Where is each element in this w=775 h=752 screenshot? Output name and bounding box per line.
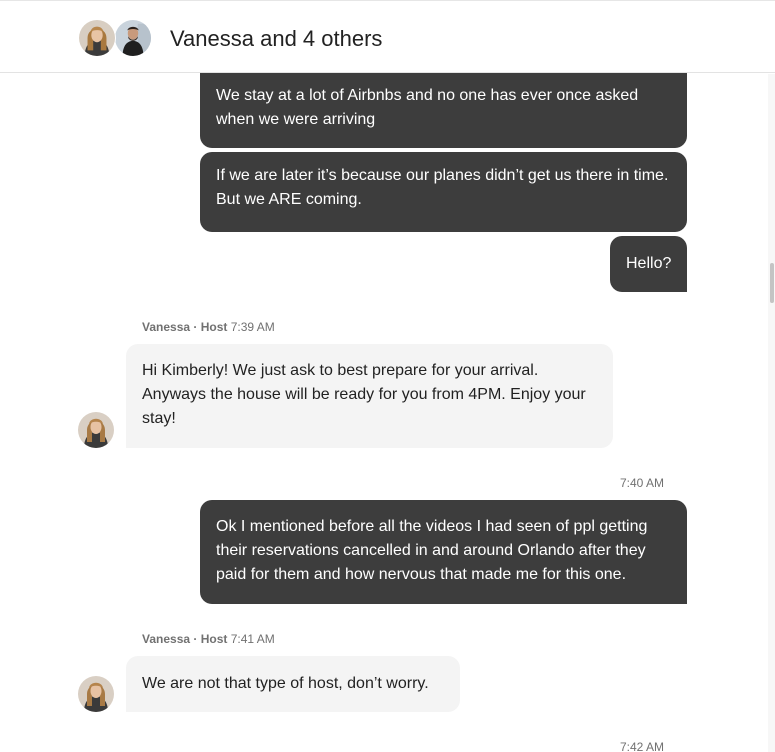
message-time: 7:39 AM	[230, 320, 275, 334]
message-text: We stay at a lot of Airbnbs and no one has ever once asked when we were arriving	[216, 87, 639, 128]
host-avatar-image	[79, 20, 115, 56]
sender-name: Vanessa	[142, 320, 191, 334]
outgoing-message	[200, 152, 687, 232]
sender-role: Host	[200, 632, 228, 646]
incoming-message	[126, 344, 613, 448]
message-time: 7:42 AM	[619, 740, 664, 752]
outgoing-message	[200, 68, 687, 148]
sender-name: Vanessa	[142, 632, 191, 646]
message-meta	[142, 631, 275, 647]
conversation-title: Vanessa and 4 others	[170, 26, 383, 51]
meta-separator: ·	[190, 320, 201, 334]
host-avatar[interactable]	[78, 676, 114, 712]
message-text: Hi Kimberly! We just ask to best prepare for your arrival. Anyways the house will be ready for you from 4PM. Enjoy your stay!	[142, 362, 586, 427]
host-avatar-image	[78, 412, 114, 448]
sender-role: Host	[200, 320, 228, 334]
message-time: 7:40 AM	[619, 476, 664, 490]
conversation-header	[0, 0, 775, 73]
message-time: 7:41 AM	[230, 632, 275, 646]
scrollbar-track[interactable]	[768, 74, 775, 752]
outgoing-message	[610, 236, 687, 292]
host-avatar[interactable]	[78, 412, 114, 448]
meta-separator: ·	[190, 632, 201, 646]
message-meta	[142, 319, 275, 335]
host-avatar[interactable]	[78, 19, 116, 57]
message-text: We are not that type of host, don’t worry.	[142, 675, 429, 692]
guest-avatar-image	[115, 20, 151, 56]
message-text: If we are later it’s because our planes didn’t get us there in time. But we ARE coming.	[216, 167, 669, 208]
outgoing-message	[200, 500, 687, 604]
participant-avatars[interactable]	[78, 18, 154, 58]
scrollbar-thumb[interactable]	[770, 263, 774, 303]
guest-avatar[interactable]	[114, 19, 152, 57]
incoming-message	[126, 656, 460, 712]
message-text: Ok I mentioned before all the videos I had seen of ppl getting their reservations cancelled in and around Orlando after they paid for them and how nervous that made me for this one.	[216, 518, 648, 583]
host-avatar-image	[78, 676, 114, 712]
message-text: Hello?	[626, 255, 672, 272]
